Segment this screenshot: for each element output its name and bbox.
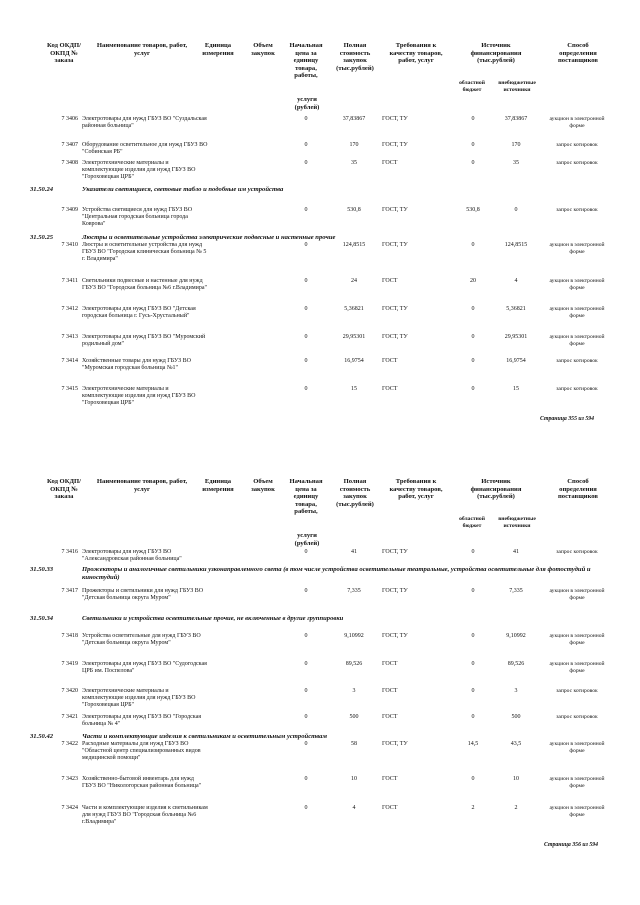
header-funding: Источник финансирования (тыс.рублей) <box>470 42 522 65</box>
header-code: Код ОКДП/ ОКПД № заказа <box>47 42 81 65</box>
header-volume: Объем закупок <box>251 42 275 57</box>
page-number: Страница 356 из 594 <box>544 842 599 848</box>
header-services: услуги (рублей) <box>294 96 320 111</box>
header-method: Способ определения поставщиков <box>558 478 598 501</box>
header-start-price: Начальная цена за единицу товара, работы, <box>289 478 323 516</box>
header-code: Код ОКДП/ ОКПД № заказа <box>47 478 81 501</box>
header-requirements: Требования к качеству товаров, работ, услуг <box>389 478 443 501</box>
header-name: Наименование товаров, работ, услуг <box>96 42 188 57</box>
header-regional: областной бюджет <box>459 80 485 93</box>
header-requirements: Требования к качеству товаров, работ, услуг <box>389 42 443 65</box>
header-volume: Объем закупок <box>251 478 275 493</box>
header-total: Полная стоимость закупок (тыс.рублей) <box>336 478 374 508</box>
header-regional: областной бюджет <box>459 516 485 529</box>
header-total: Полная стоимость закупок (тыс.рублей) <box>336 42 374 72</box>
header-extrabudget: внебюджетные источники <box>498 516 536 529</box>
page-356: Код ОКДП/ ОКПД № заказа Наименование товаров, работ, услуг Единица измерения Объем закупок Начальная цена за единицу товара, работы, услуги (рублей) Полная стоимость закупок (тыс.рублей) Требования к качеству товаров, работ, услуг Источник финансирования (тыс.рублей) областной бюджет внебюджетные источники Способ определения поставщиков 7 3416 Электротовары для нужд ГБУЗ ВО "Александровская районная больница" 0 41 ГОСТ, ТУ 0 41 запрос котировок 31.50.33 Прожекторы и аналогичные светильники узконаправленного света (в том числе устройства осветительные театральные, устройства осветительные для фотостудий и киностудий) 7 3417 Прожекторы и светильники для нужд ГБУЗ ВО "Детская больница округа Муром" 0 7,335 ГОСТ, ТУ 0 7,335 аукцион в электронной форме 31.50.34 Светильники и устройства осветительные прочие, не включенные в другие группировки 7 3418 Устройства осветительные для нужд ГБУЗ ВО "Детская больница округа Муром" 0 9,10992 ГОСТ, ТУ 0 9,10992 аукцион в электронной форме 7 3419 Электротовары для нужд ГБУЗ ВО "Судогодская ЦРБ им. Поспелова" 0 89,526 ГОСТ 0 89,526 аукцион в электронной форме 7 3420 Электротехнические материалы и комплектующие изделия для нужд ГБУЗ ВО "Гороховецкая ЦРБ" 0 3 ГОСТ 0 3 запрос котировок 7 3421 Электротовары для нужд ГБУЗ ВО "Городская больница № 4" 0 500 ГОСТ 0 500 запрос котировок 31.50.42 Части и комплектующие изделия к светильникам и осветительным устройствам 7 3422 Расходные материалы для нужд ГБУЗ ВО "Областной центр специализированных видов медицинской помощи" 0 58 ГОСТ, ТУ 14,5 43,5 аукцион в электронной форме 7 3423 Хозяйственно-бытовой инвентарь для нужд ГБУЗ ВО "Никологорская районная больница" 0 10 ГОСТ 0 10 аукцион в электронной форме 7 3424 Части и комплектующие изделия к светильникам для нужд ГБУЗ ВО "Городская больница №6 г.Владимира" 0 4 ГОСТ 2 2 аукцион в электронной форме Страница 356 из 594 <box>30 478 605 848</box>
header-funding: Источник финансирования (тыс.рублей) <box>470 478 522 501</box>
page-number: Страница 355 из 594 <box>540 416 595 422</box>
page-355: Код ОКДП/ ОКПД № заказа Наименование товаров, работ, услуг Единица измерения Объем закупок Начальная цена за единицу товара, работы, услуги (рублей) Полная стоимость закупок (тыс.рублей) Требования к качеству товаров, работ, услуг Источник финансирования (тыс.рублей) областной бюджет внебюджетные источники Способ определения поставщиков 7 3406 Электротовары для нужд ГБУЗ ВО "Суздальская районная больница" 0 37,83867 ГОСТ, ТУ 0 37,83867 аукцион в электронной форме 7 3407 Оборудование осветительное для нужд ГБУЗ ВО "Собинская РБ" 0 170 ГОСТ, ТУ 0 170 запрос котировок 7 3408 Электротехнические материалы и комплектующие изделия для нужд ГБУЗ ВО "Гороховецкая ЦРБ" 0 35 ГОСТ 0 35 запрос котировок 31.50.24 Указатели светящиеся, световые табло и подобные им устройства 7 3409 Устройства светящиеся для нужд ГБУЗ ВО "Центральная городская больница города Коврова" 0 530,8 ГОСТ, ТУ 530,8 0 запрос котировок 31.50.25 Люстры и осветительные устройства электрические подвесные и настенные прочие 7 3410 Люстры и осветительные устройства для нужд ГБУЗ ВО "Городская клиническая больница № 5 г. Владимира" 0 124,8515 ГОСТ, ТУ 0 124,8515 аукцион в электронной форме 7 3411 Светильники подвесные и настенные для нужд ГБУЗ ВО "Городская больница №6 г.Владимира" 0 24 ГОСТ 20 4 аукцион в электронной форме 7 3412 Электротовары для нужд ГБУЗ ВО "Детская городская больница г. Гусь-Хрустальный" 0 5,36821 ГОСТ, ТУ 0 5,36821 аукцион в электронной форме 7 3413 Электротовары для нужд ГБУЗ ВО "Муромский родильный дом" 0 29,95301 ГОСТ, ТУ 0 29,95301 аукцион в электронной форме 7 3414 Хозяйственные товары для нужд ГБУЗ ВО "Муромская городская больница №1" 0 16,9754 ГОСТ 0 16,9754 запрос котировок 7 3415 Электротехнические материалы и комплектующие изделия для нужд ГБУЗ ВО "Гороховецкая ЦРБ" 0 15 ГОСТ 0 15 запрос котировок Страница 355 из 594 <box>30 42 605 422</box>
header-start-price: Начальная цена за единицу товара, работы, <box>289 42 323 80</box>
header-extrabudget: внебюджетные источники <box>498 80 536 93</box>
header-method: Способ определения поставщиков <box>558 42 598 65</box>
header-unit: Единица измерения <box>202 42 234 57</box>
header-services: услуги (рублей) <box>294 532 320 547</box>
header-unit: Единица измерения <box>202 478 234 493</box>
header-name: Наименование товаров, работ, услуг <box>96 478 188 493</box>
